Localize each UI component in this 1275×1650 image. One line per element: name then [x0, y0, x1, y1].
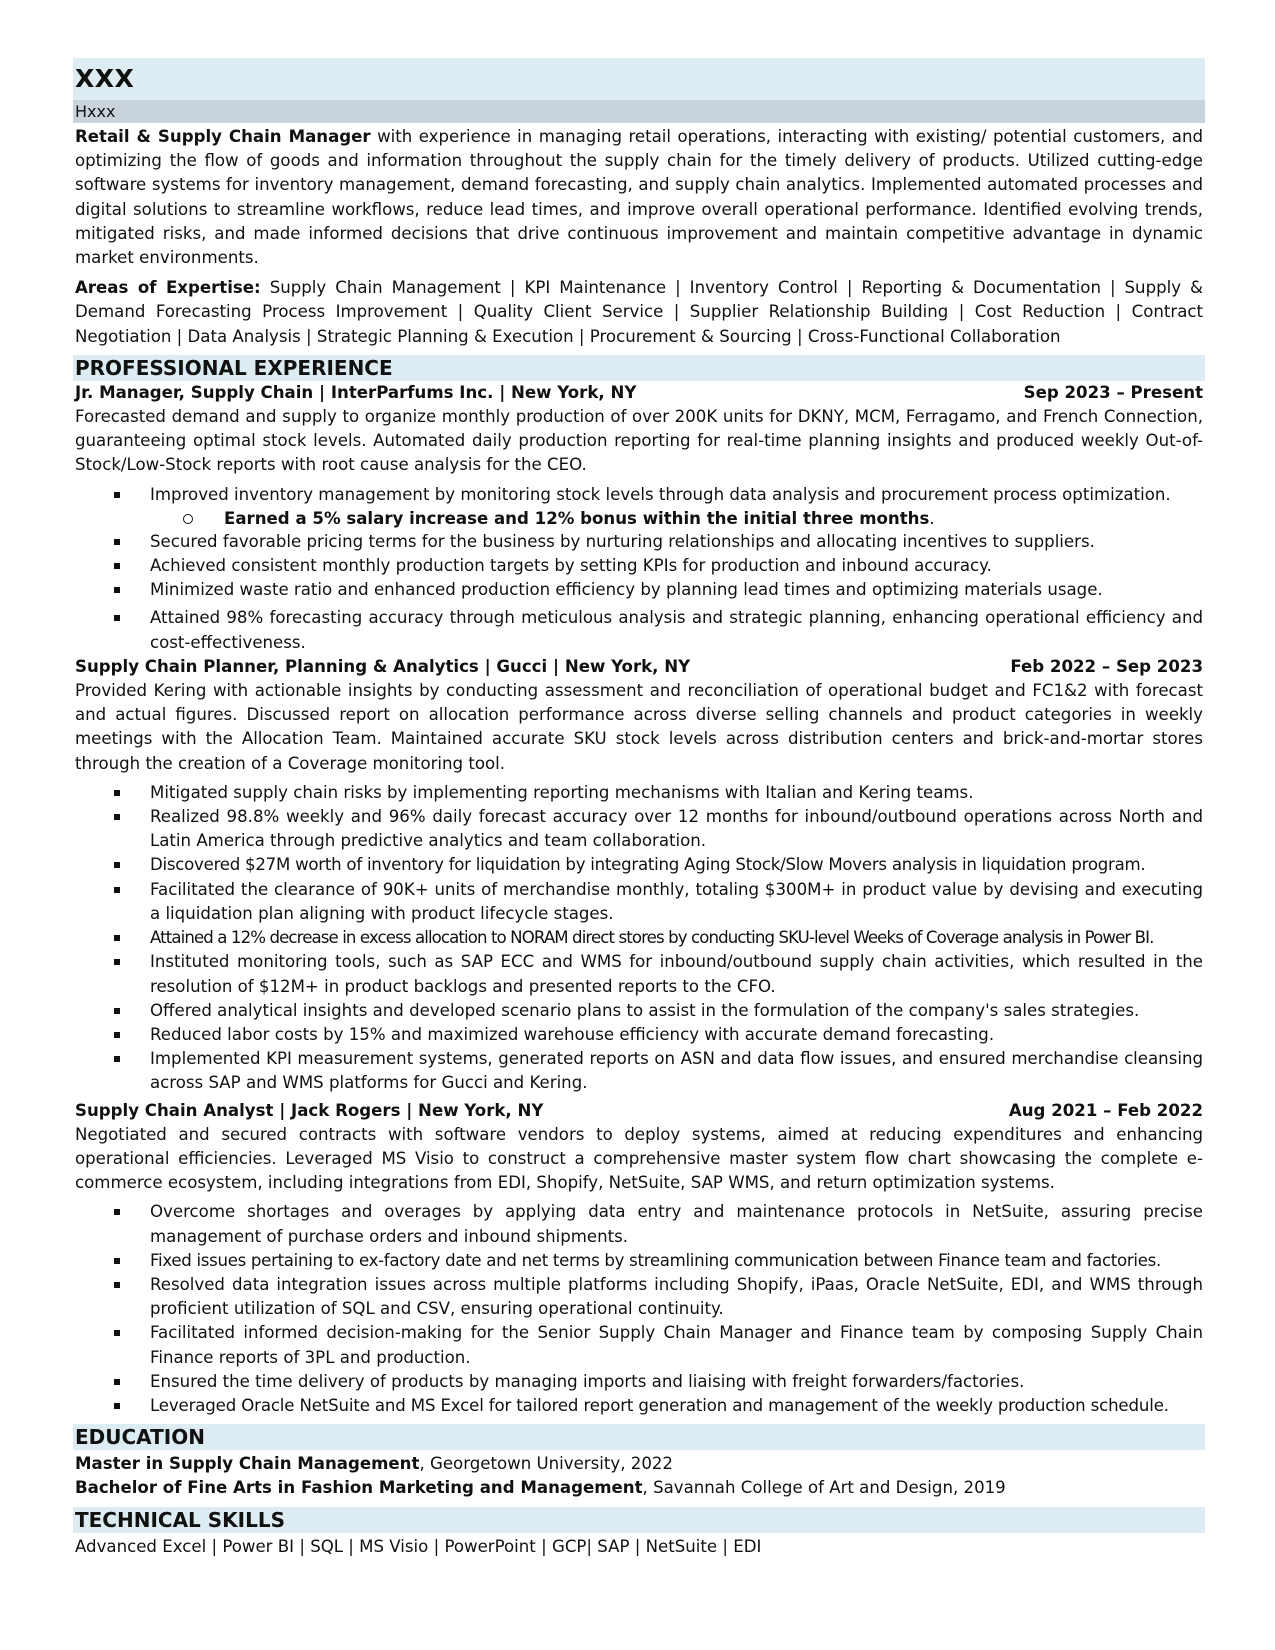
degree-details: , Savannah College of Art and Design, 2019 — [642, 1478, 1006, 1498]
bullet-item: Resolved data integration issues across multiple platforms including Shopify, iPaas, Oracle NetSuite, EDI, and WMS through proficient utilization of SQL and CSV, ensuring operational continuity. — [73, 1273, 1205, 1321]
summary-text: with experience in managing retail operations, interacting with existing/ potential customers, and optimizing the flow of goods and information throughout the supply chain for the timely delivery of products. Utilized cutting-edge software systems for inventory management, demand forecasting, and supply chain analytics. Implemented automated processes and digital solutions to streamline workflows, reduce lead times, and improve overall operational performance. Identified evolving trends, mitigated risks, and made informed decisions that drive continuous improvement and maintain competitive advantage in dynamic market environments. — [75, 127, 1203, 268]
skills-list: Advanced Excel | Power BI | SQL | MS Visio | PowerPoint | GCP| SAP | NetSuite | EDI — [75, 1536, 762, 1556]
education-entry — [75, 1476, 1203, 1500]
degree-name: Master in Supply Chain Management — [75, 1454, 420, 1474]
job-bullets — [73, 1200, 1205, 1418]
bullet-item: Improved inventory management by monitoring stock levels through data analysis and procurement process optimization. — [73, 483, 1205, 507]
degree-details: , Georgetown University, 2022 — [419, 1454, 673, 1474]
bullet-item: Attained 98% forecasting accuracy through meticulous analysis and strategic planning, enhancing operational efficiency and cost-effectiveness. — [73, 606, 1205, 654]
sub-bullet-end: . — [929, 508, 935, 528]
job-dates: Feb 2022 – Sep 2023 — [1010, 656, 1203, 676]
job-description: Forecasted demand and supply to organize monthly production of over 200K units for DKNY, MCM, Ferragamo, and French Connection, guaranteeing optimal stock levels. Automated daily production reporting for real-time planning insights and produced weekly Out-of-Stock/Low-Stock reports with root cause analysis for the CEO. — [75, 407, 1203, 475]
job-header — [73, 1099, 1205, 1123]
job-title: Jr. Manager, Supply Chain | InterParfums Inc. | New York, NY — [75, 382, 637, 402]
bullet-item: Discovered $27M worth of inventory for liquidation by integrating Aging Stock/Slow Movers analysis in liquidation program. — [73, 853, 1205, 877]
sub-bullet-item — [73, 507, 1205, 530]
bullet-item: Overcome shortages and overages by applying data entry and maintenance protocols in NetSuite, assuring precise management of purchase orders and inbound shipments. — [73, 1200, 1205, 1248]
job-bullets — [73, 781, 1205, 1096]
job-dates: Sep 2023 – Present — [1023, 382, 1203, 402]
expertise-paragraph — [73, 270, 1205, 349]
education-entry — [75, 1452, 1203, 1476]
degree-name: Bachelor of Fine Arts in Fashion Marketing and Management — [75, 1478, 643, 1498]
candidate-subtitle: Hxxx — [75, 102, 116, 121]
section-heading-skills: TECHNICAL SKILLS — [73, 1507, 1205, 1533]
sub-bullet-bold: Earned a 5% salary increase and 12% bonus within the initial three months — [224, 508, 930, 528]
job-dates: Aug 2021 – Feb 2022 — [1008, 1100, 1203, 1120]
bullet-item: Mitigated supply chain risks by implementing reporting mechanisms with Italian and Kering teams. — [73, 781, 1205, 805]
bullet-item: Instituted monitoring tools, such as SAP ECC and WMS for inbound/outbound supply chain activities, which resulted in the resolution of $12M+ in product backlogs and presented reports to the CFO. — [73, 950, 1205, 998]
bullet-item: Secured favorable pricing terms for the business by nurturing relationships and allocating incentives to suppliers. — [73, 530, 1205, 554]
summary-paragraph — [73, 123, 1205, 270]
candidate-name: XXX — [75, 64, 135, 93]
bullet-item: Minimized waste ratio and enhanced production efficiency by planning lead times and optimizing materials usage. — [73, 578, 1205, 602]
bullet-item: Achieved consistent monthly production targets by setting KPIs for production and inbound accuracy. — [73, 554, 1205, 578]
job-bullets — [73, 483, 1205, 655]
job-title: Supply Chain Analyst | Jack Rogers | New York, NY — [75, 1100, 544, 1120]
section-heading-education: EDUCATION — [73, 1424, 1205, 1450]
expertise-label: Areas of Expertise: — [75, 278, 261, 298]
bullet-item: Realized 98.8% weekly and 96% daily forecast accuracy over 12 months for inbound/outbound operations across North and Latin America through predictive analytics and team collaboration. — [73, 805, 1205, 853]
bullet-item: Facilitated informed decision-making for the Senior Supply Chain Manager and Finance team by composing Supply Chain Finance reports of 3PL and production. — [73, 1321, 1205, 1369]
bullet-item: Ensured the time delivery of products by managing imports and liaising with freight forwarders/factories. — [73, 1370, 1205, 1394]
summary-title: Retail & Supply Chain Manager — [75, 127, 371, 146]
bullet-item: Fixed issues pertaining to ex-factory date and net terms by streamlining communication between Finance team and factories. — [73, 1249, 1205, 1273]
bullet-item: Leveraged Oracle NetSuite and MS Excel for tailored report generation and management of the weekly production schedule. — [73, 1394, 1205, 1418]
resume-page — [73, 58, 1205, 1559]
section-heading-experience: PROFESSIONAL EXPERIENCE — [73, 355, 1205, 381]
job-description: Negotiated and secured contracts with software vendors to deploy systems, aimed at reducing expenditures and enhancing operational efficiencies. Leveraged MS Visio to construct a comprehensive master system flow chart showcasing the complete e-commerce ecosystem, including integrations from EDI, Shopify, NetSuite, SAP WMS, and return optimization systems. — [75, 1124, 1203, 1193]
subtitle-band — [73, 100, 1205, 123]
job-title: Supply Chain Planner, Planning & Analytics | Gucci | New York, NY — [75, 656, 691, 676]
name-band — [73, 58, 1205, 100]
job-header — [73, 655, 1205, 679]
bullet-item: Reduced labor costs by 15% and maximized warehouse efficiency with accurate demand forecasting. — [73, 1023, 1205, 1047]
job-header — [73, 381, 1205, 405]
bullet-item: Implemented KPI measurement systems, generated reports on ASN and data flow issues, and ensured merchandise cleansing across SAP and WMS platforms for Gucci and Kering. — [73, 1047, 1205, 1095]
bullet-item: Attained a 12% decrease in excess allocation to NORAM direct stores by conducting SKU-level Weeks of Coverage analysis in Power BI. — [73, 926, 1205, 950]
education-list — [73, 1450, 1205, 1500]
job-description: Provided Kering with actionable insights by conducting assessment and reconciliation of operational budget and FC1&2 with forecast and actual figures. Discussed report on allocation performance across diverse selling channels and product categories in weekly meetings with the Allocation Team. Maintained accurate SKU stock levels across distribution centers and brick-and-mortar stores through the creation of a Coverage monitoring tool. — [75, 681, 1203, 773]
expertise-text: Supply Chain Management | KPI Maintenance | Inventory Control | Reporting & Documentation | Supply & Demand Forecasting Process Improvement | Quality Client Service | Supplier Relationship Building | Cost Reduction | Contract Negotiation | Data Analysis | Strategic Planning & Execution | Procurement & Sourcing | Cross-Functional Collaboration — [75, 278, 1203, 346]
bullet-item: Offered analytical insights and developed scenario plans to assist in the formulation of the company's sales strategies. — [73, 999, 1205, 1023]
bullet-item: Facilitated the clearance of 90K+ units of merchandise monthly, totaling $300M+ in product value by devising and executing a liquidation plan aligning with product lifecycle stages. — [73, 878, 1205, 926]
